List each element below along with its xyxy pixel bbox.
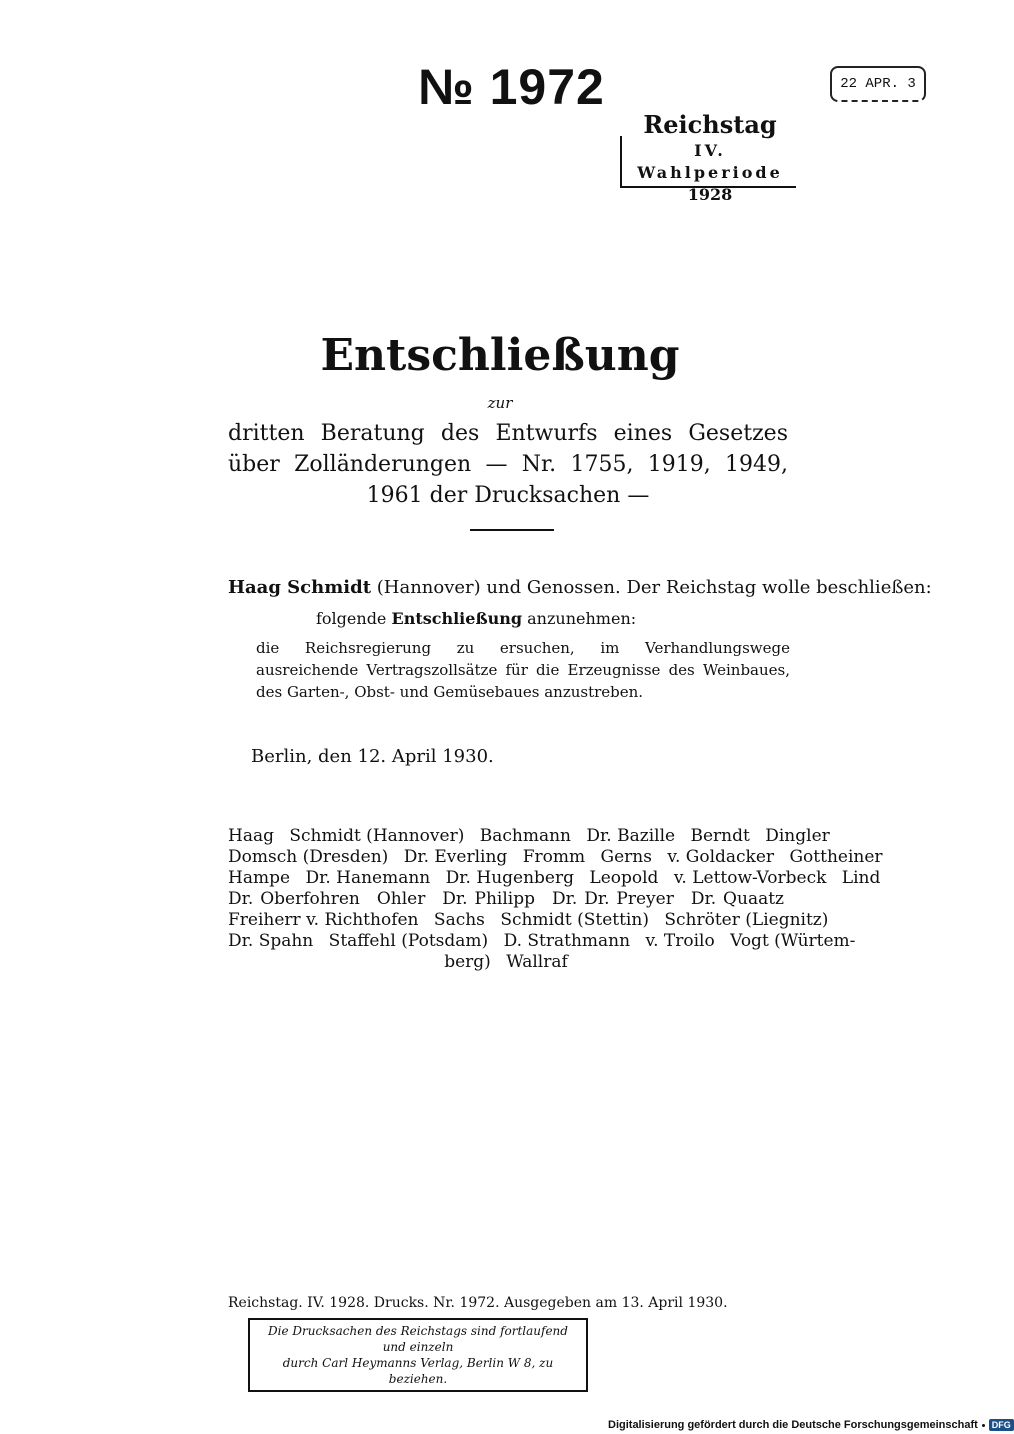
signer-name: Lind bbox=[841, 868, 881, 888]
signer-name: Dr. Quaatz bbox=[690, 889, 784, 909]
signer-name: Schmidt (Hannover) bbox=[289, 826, 465, 846]
signer-name: Staffehl (Potsdam) bbox=[328, 931, 489, 951]
signer-name: Bachmann bbox=[479, 826, 572, 846]
signer-name: Sachs bbox=[433, 910, 485, 930]
dfg-credit bbox=[608, 1419, 1014, 1431]
election-period: IV. Wahlperiode bbox=[637, 141, 783, 182]
dfg-logo: DFG bbox=[989, 1419, 1014, 1431]
dfg-text: Digitalisierung gefördert durch die Deutsche Forschungsgemeinschaft bbox=[608, 1419, 978, 1431]
motion-text: Der Reichstag wolle beschließen: bbox=[626, 577, 932, 598]
reichstag-header bbox=[620, 110, 800, 206]
signer-name: D. Strathmann bbox=[503, 931, 631, 951]
title-divider bbox=[470, 529, 554, 531]
signer-name: Hampe bbox=[228, 868, 291, 888]
signer-name: Dr. Bazille bbox=[586, 826, 676, 846]
signer-name: v. Lettow-Vorbeck bbox=[673, 868, 827, 888]
signers-row bbox=[228, 910, 829, 931]
document-title: Entschließung bbox=[320, 330, 680, 381]
resolution-text: die Reichsregierung zu ersuchen, im Verhandlungswege ausreichende Vertragszollsätze für die Erzeugnisse des Weinbaues, des Garten-, Obst- und Gemüsebaues anzustreben. bbox=[256, 639, 790, 701]
motion-line bbox=[228, 577, 932, 598]
notice-line-1: Die Drucksachen des Reichstags sind fortlaufend und einzeln bbox=[268, 1324, 568, 1354]
signers-row bbox=[228, 826, 830, 847]
separator-dot-icon bbox=[982, 1424, 985, 1427]
signer-name: v. Troilo bbox=[645, 931, 715, 951]
movers-names: Haag Schmidt bbox=[228, 577, 372, 598]
signer-name: Dr. Oberfohren bbox=[228, 889, 360, 909]
publisher-notice bbox=[248, 1318, 588, 1392]
follow-pre: folgende bbox=[316, 609, 387, 628]
document-subject: dritten Beratung des Entwurfs eines Gesetzes über Zolländerungen — Nr. 1755, 1919, 1949, 1961 der Drucksachen — bbox=[228, 421, 788, 508]
signer-name: Freiherr v. Richthofen bbox=[228, 910, 419, 930]
signers-row bbox=[228, 952, 794, 973]
signers-row bbox=[228, 889, 794, 910]
signer-name: Haag bbox=[228, 826, 274, 846]
signer-name: Gottheiner bbox=[789, 847, 883, 867]
signer-name: Fromm bbox=[522, 847, 586, 867]
signer-name: Dingler bbox=[765, 826, 830, 846]
signers-row bbox=[228, 931, 856, 952]
signers-list bbox=[228, 826, 883, 973]
signer-name: v. Goldacker bbox=[667, 847, 775, 867]
signer-name: Berndt bbox=[690, 826, 750, 846]
signer-name: Dr. Hugenberg bbox=[445, 868, 574, 888]
follow-bold: Entschließung bbox=[391, 609, 523, 628]
place-date: Berlin, den 12. April 1930. bbox=[251, 746, 494, 767]
signer-name: Gerns bbox=[600, 847, 652, 867]
period-year: 1928 bbox=[687, 185, 733, 204]
header-bracket-rule bbox=[620, 186, 796, 188]
signers-row bbox=[228, 847, 883, 868]
signer-name: Dr. Hanemann bbox=[305, 868, 431, 888]
title-connector: zur bbox=[487, 394, 513, 412]
signer-name: Schmidt (Stettin) bbox=[500, 910, 649, 930]
signer-name: Dr. Dr. Preyer bbox=[551, 889, 674, 909]
signer-name: Domsch (Dresden) bbox=[228, 847, 389, 867]
signer-name: Vogt (Würtem- bbox=[730, 931, 856, 951]
movers-place: (Hannover) und Genossen. bbox=[376, 577, 621, 598]
signer-name: Schröter (Liegnitz) bbox=[664, 910, 829, 930]
follow-line bbox=[316, 609, 636, 628]
signer-name: Dr. Everling bbox=[403, 847, 508, 867]
footer-line: Reichstag. IV. 1928. Drucks. Nr. 1972. Ausgegeben am 13. April 1930. bbox=[228, 1295, 728, 1311]
receipt-stamp: 22 APR. 3 bbox=[830, 66, 926, 102]
signer-name: berg) bbox=[444, 952, 491, 972]
notice-line-2: durch Carl Heymanns Verlag, Berlin W 8, zu beziehen. bbox=[282, 1356, 554, 1386]
document-number: № 1972 bbox=[418, 59, 605, 115]
signer-name: Dr. Spahn bbox=[228, 931, 314, 951]
signer-name: Wallraf bbox=[506, 952, 568, 972]
signer-name: Dr. Philipp bbox=[442, 889, 535, 909]
signer-name: Leopold bbox=[589, 868, 659, 888]
signers-row bbox=[228, 868, 881, 889]
reichstag-title: Reichstag bbox=[643, 110, 777, 139]
follow-post: anzunehmen: bbox=[527, 609, 637, 628]
signer-name: Ohler bbox=[376, 889, 426, 909]
header-bracket-left bbox=[620, 136, 622, 186]
